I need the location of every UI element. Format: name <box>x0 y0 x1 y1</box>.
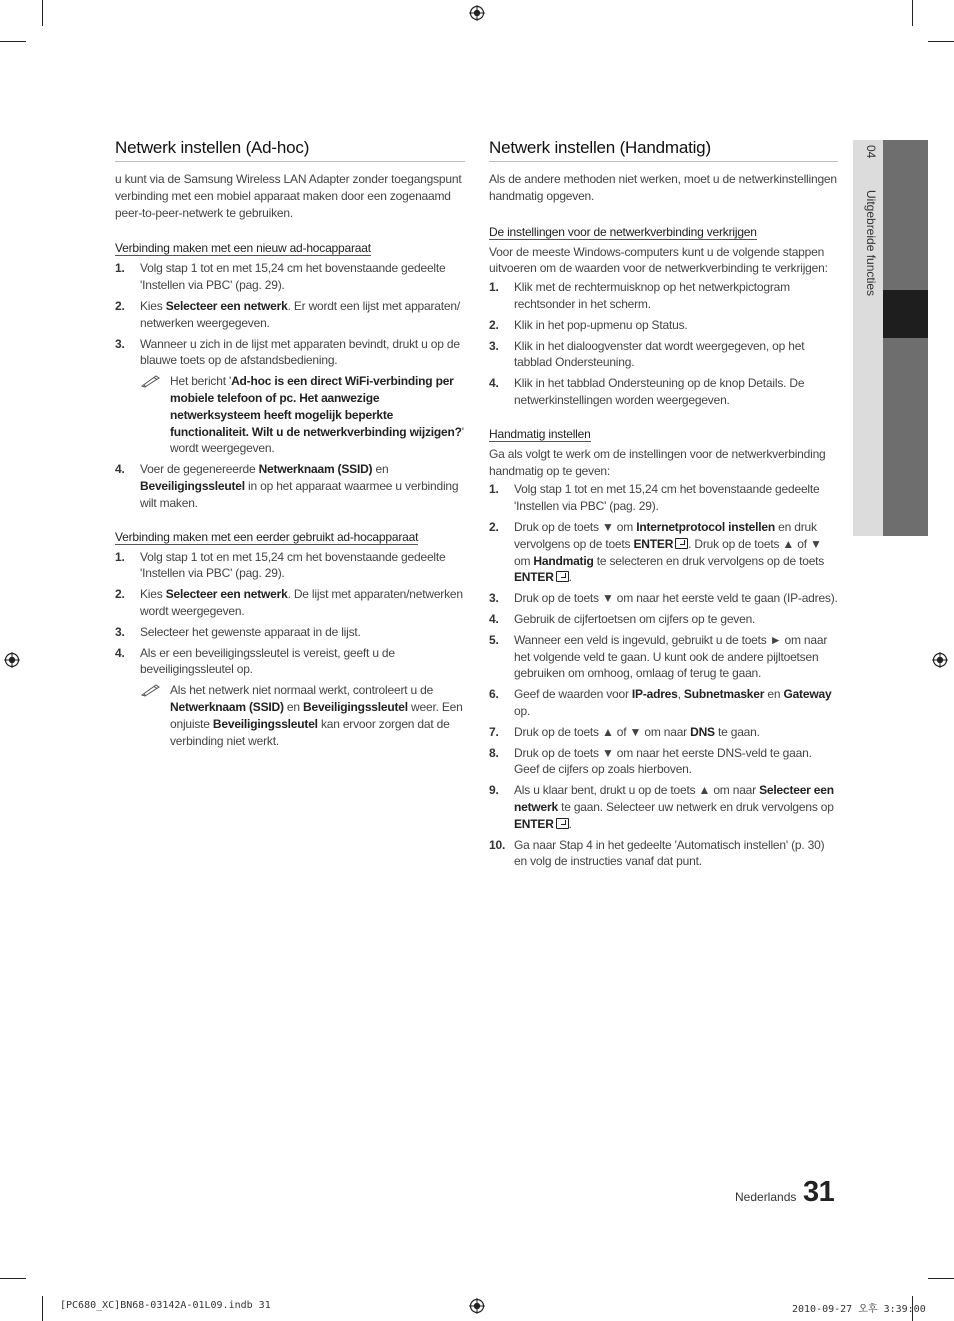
enter-key-icon <box>675 538 688 549</box>
list-item: 1. Volg stap 1 tot en met 15,24 cm het bovenstaande gedeelte 'Instellen via PBC' (pag. 29). <box>115 261 446 293</box>
chapter-tab-block <box>883 140 928 290</box>
left-column <box>115 138 465 763</box>
chapter-tab-label <box>858 145 878 445</box>
footer-language: Nederlands <box>735 1190 797 1204</box>
crop-mark <box>928 41 954 42</box>
list-item: 1. Volg stap 1 tot en met 15,24 cm het bovenstaande gedeelte 'Instellen via PBC' (pag. 29). <box>489 482 820 514</box>
list-item: 3. Wanneer u zich in de lijst met apparaten bevindt, drukt u op de blauwe toets op de afstandsbediening. Het bericht 'Ad-hoc is een direct WiFi-verbinding per mobiele telefoon of pc. Het aanwezige netwerksysteem heeft mogelijk beperkte functionaliteit. Wilt u de netwerkverbinding wijzigen?' wordt weergegeven. <box>115 336 464 456</box>
list-item: 2. Druk op de toets ▼ om Internetprotocol instellen en druk vervolgens op de toets ENTER . Druk op de toets ▲ of ▼ om Handmatig te selecteren en druk vervolgens op de toets ENTER . <box>489 519 825 585</box>
list-item: 4. Klik in het tabblad Ondersteuning op de knop Details. De netwerkinstellingen worden weergegeven. <box>489 376 805 407</box>
list-item: 9. Als u klaar bent, drukt u op de toets ▲ om naar Selecteer een netwerk te gaan. Selecteer uw netwerk en druk vervolgens op ENTER . <box>489 783 834 831</box>
subheading-manual-setup: Handmatig instellen <box>489 426 591 441</box>
note: Het bericht 'Ad-hoc is een direct WiFi-verbinding per mobiele telefoon of pc. Het aanwezige netwerksysteem heeft mogelijk beperkte functionaliteit. Wilt u de netwerkverbinding wijzigen?' wordt weergegeven. <box>140 373 465 457</box>
enter-key-icon <box>556 571 569 582</box>
list-item: 5. Wanneer een veld is ingevuld, gebruikt u de toets ► om naar het volgende veld te gaan. U kunt ook de andere pijltoetsen gebruiken om omhoog, omlaag of terug te gaan. <box>489 632 828 681</box>
chapter-title: Uitgebreide functies <box>864 189 878 296</box>
right-column <box>489 138 838 884</box>
registration-mark-icon <box>469 5 485 21</box>
subheading-previous-adhoc: Verbinding maken met een eerder gebruikt ad-hocapparaat <box>115 529 419 544</box>
crop-mark <box>912 0 913 26</box>
crop-mark <box>0 1278 26 1279</box>
note-pencil-icon <box>141 374 161 393</box>
registration-mark-icon <box>4 652 20 668</box>
chapter-tab-active-block <box>883 290 928 338</box>
registration-mark-icon <box>932 652 948 668</box>
lead-paragraph: Ga als volgt te werk om de instellingen voor de netwerkverbinding handmatig op te geven: <box>489 446 826 478</box>
list-item: 1. Volg stap 1 tot en met 15,24 cm het bovenstaande gedeelte 'Instellen via PBC' (pag. 29). <box>115 549 446 581</box>
list-item: 6. Geef de waarden voor IP-adres, Subnetmasker en Gateway op. <box>489 687 832 718</box>
intro-paragraph: Als de andere methoden niet werken, moet u de netwerkinstellingen handmatig opgeven. <box>489 172 837 203</box>
steps-new-adhoc <box>115 260 465 511</box>
crop-mark <box>0 41 26 42</box>
list-item: 8. Druk op de toets ▼ om naar het eerste DNS-veld te gaan. Geef de cijfers op zoals hierboven. <box>489 745 812 777</box>
lead-paragraph: Voor de meeste Windows-computers kunt u de volgende stappen uitvoeren om de waarden voor de netwerkverbinding te verkrijgen: <box>489 244 828 276</box>
list-item: 2. Kies Selecteer een netwerk. Er wordt een lijst met apparaten/ netwerken weergegeven. <box>115 298 460 330</box>
registration-mark-icon <box>469 1298 485 1314</box>
note-pencil-icon <box>141 683 161 702</box>
section-title-adhoc: Netwerk instellen (Ad-hoc) <box>115 138 465 162</box>
intro-paragraph: u kunt via de Samsung Wireless LAN Adapter zonder toegangspunt verbinding met een mobiel apparaat maken door een zogenaamd peer-to-peer-netwerk te gebruiken. <box>115 172 462 220</box>
note: Als het netwerk niet normaal werkt, controleert u de Netwerknaam (SSID) en Beveiligingssleutel weer. Een onjuiste Beveiligingssleutel kan ervoor zorgen dat de verbinding niet werkt. <box>140 682 465 749</box>
chapter-tab-block <box>883 338 928 536</box>
subheading-new-adhoc: Verbinding maken met een nieuw ad-hocapparaat <box>115 241 371 256</box>
list-item: 3. Selecteer het gewenste apparaat in de lijst. <box>115 624 361 639</box>
list-item: 2. Kies Selecteer een netwerk. De lijst met apparaten/netwerken wordt weergegeven. <box>115 587 463 618</box>
list-item: 1. Klik met de rechtermuisknop op het netwerkpictogram rechtsonder in het scherm. <box>489 280 790 311</box>
steps-previous-adhoc <box>115 549 465 750</box>
list-item: 4. Gebruik de cijfertoetsen om cijfers op te geven. <box>489 611 756 626</box>
print-slug-date: 2010-09-27 오후 3:39:00 <box>792 1304 926 1315</box>
chapter-number: 04 <box>864 145 878 159</box>
crop-mark <box>42 1296 43 1321</box>
crop-mark <box>42 0 43 26</box>
list-item: 4. Als er een beveiligingssleutel is vereist, geeft u de beveiligingssleutel op. Als het netwerk niet normaal werkt, controleert u de Netwerknaam (SSID) en Beveiligingssleutel weer. Een onjuiste Beveiligingssleutel kan ervoor zorgen dat de verbinding niet werkt. <box>115 645 465 750</box>
crop-mark <box>928 1278 954 1279</box>
list-item: 3. Druk op de toets ▼ om naar het eerste veld te gaan (IP-adres). <box>489 591 838 606</box>
list-item: 4. Voer de gegenereerde Netwerknaam (SSID) en Beveiligingssleutel in op het apparaat waarmee u verbinding wilt maken. <box>115 462 459 510</box>
page-number: 31 <box>803 1176 835 1208</box>
steps-manual-setup <box>489 481 838 870</box>
section-title-manual: Netwerk instellen (Handmatig) <box>489 138 838 162</box>
list-item: 10. Ga naar Stap 4 in het gedeelte 'Automatisch instellen' (p. 30) en volg de instructies vanaf dat punt. <box>489 837 825 869</box>
list-item: 3. Klik in het dialoogvenster dat wordt weergegeven, op het tabblad Ondersteuning. <box>489 338 805 370</box>
list-item: 2. Klik in het pop-upmenu op Status. <box>489 317 688 332</box>
subheading-get-settings: De instellingen voor de netwerkverbinding verkrijgen <box>489 224 757 239</box>
print-slug-file: [PC680_XC]BN68-03142A-01L09.indb 31 <box>60 1300 271 1311</box>
enter-key-icon <box>556 818 569 829</box>
steps-get-settings <box>489 279 838 409</box>
list-item: 7. Druk op de toets ▲ of ▼ om naar DNS te gaan. <box>489 724 760 739</box>
